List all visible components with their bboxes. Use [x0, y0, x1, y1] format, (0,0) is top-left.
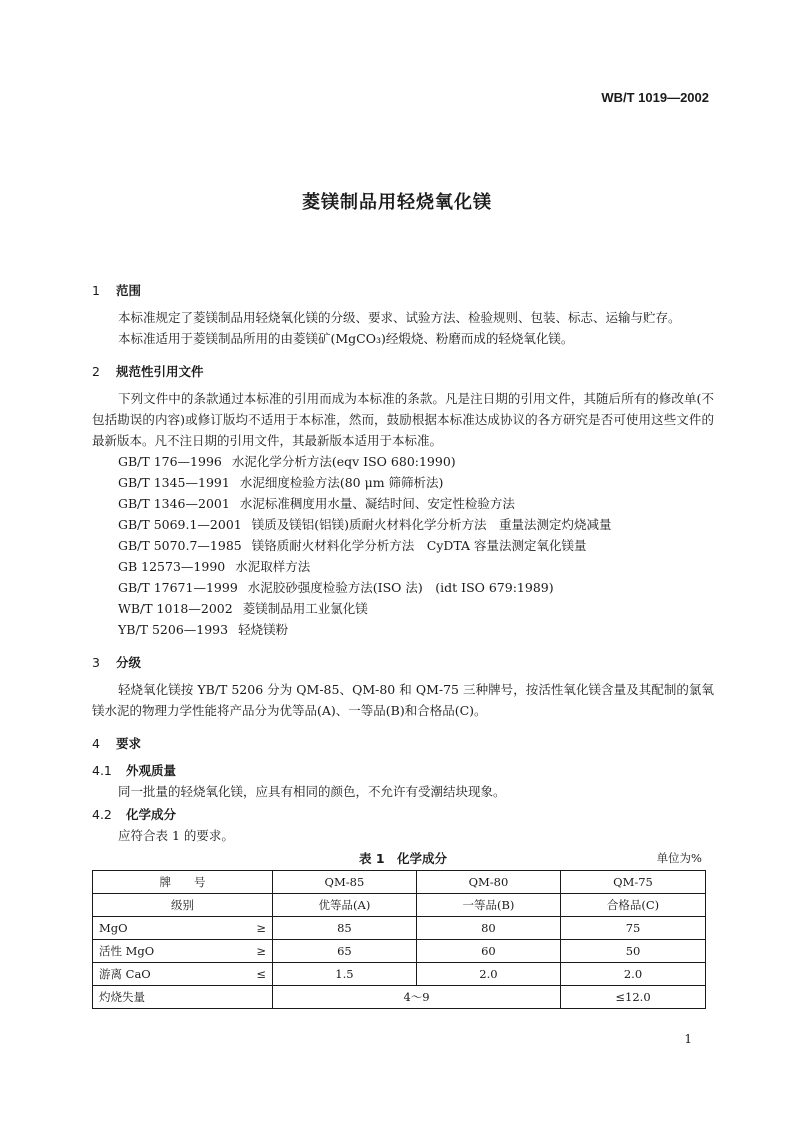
paragraph: 应符合表 1 的要求。	[118, 828, 234, 843]
table-header-cell: 优等品(A)	[273, 894, 417, 917]
paragraph: 本标准规定了菱镁制品用轻烧氧化镁的分级、要求、试验方法、检验规则、包装、标志、运输与贮存。	[118, 310, 681, 325]
reference-name: 镁质及镁铝(铝镁)质耐火材料化学分析方法 重量法测定灼烧减量	[251, 517, 612, 532]
table-cell: 85	[273, 917, 417, 940]
section-title: 要求	[116, 736, 142, 751]
section-4-heading	[92, 733, 714, 754]
reference-item	[92, 493, 714, 514]
table-row	[93, 871, 706, 894]
reference-item	[92, 472, 714, 493]
row-label: MgO	[99, 920, 128, 935]
table-cell	[93, 940, 273, 963]
chemical-composition-table	[92, 870, 706, 1009]
reference-name: 菱镁制品用工业氯化镁	[242, 601, 368, 616]
paragraph: 同一批量的轻烧氧化镁，应具有相同的颜色，不允许有受潮结块现象。	[118, 784, 506, 799]
section-number: 1	[92, 283, 100, 298]
reference-code: GB/T 1346—2001	[118, 496, 230, 511]
reference-code: GB/T 17671—1999	[118, 580, 238, 595]
reference-name: 镁铬质耐火材料化学分析方法 CyDTA 容量法测定氧化镁量	[251, 538, 587, 553]
section-title: 范围	[116, 283, 142, 298]
reference-name: 水泥胶砂强度检验方法(ISO 法) (idt ISO 679:1989)	[247, 580, 554, 595]
section-number: 4	[92, 736, 100, 751]
reference-item	[92, 451, 714, 472]
document-title: 菱镁制品用轻烧氧化镁	[302, 192, 492, 213]
reference-name: 水泥化学分析方法(eqv ISO 680:1990)	[231, 454, 456, 469]
table-cell	[93, 963, 273, 986]
table-cell: 2.0	[561, 963, 706, 986]
paragraph: 下列文件中的条款通过本标准的引用而成为本标准的条款。凡是注日期的引用文件，其随后所有的修改单(不包括勘误的内容)或修订版均不适用于本标准，然而，鼓励根据本标准达成协议的各方研究是否可使用这些文件的最新版本。凡不注日期的引用文件，其最新版本适用于本标准。	[92, 391, 714, 448]
table-row	[93, 940, 706, 963]
table-row	[93, 917, 706, 940]
section-number: 4.1	[92, 763, 112, 778]
document-body	[92, 272, 714, 1009]
table-row	[93, 963, 706, 986]
table-cell: 50	[561, 940, 706, 963]
table-header-cell: 牌 号	[93, 871, 273, 894]
section-1-heading	[92, 280, 714, 301]
section-number: 3	[92, 655, 100, 670]
table-caption-row	[92, 848, 714, 868]
reference-code: GB 12573—1990	[118, 559, 226, 574]
paragraph: 本标准适用于菱镁制品所用的由菱镁矿(MgCO₃)经煅烧、粉磨而成的轻烧氧化镁。	[118, 331, 574, 346]
section-number: 4.2	[92, 807, 112, 822]
reference-item	[92, 514, 714, 535]
row-label: 活性 MgO	[99, 943, 155, 958]
table-header-cell: QM-80	[416, 871, 560, 894]
table-cell: 灼烧失量	[93, 986, 273, 1009]
comparison-symbol: ≥	[256, 920, 266, 935]
table-header-cell: QM-85	[273, 871, 417, 894]
table-header-cell: 一等品(B)	[416, 894, 560, 917]
section-title: 外观质量	[126, 763, 177, 778]
comparison-symbol: ≥	[256, 943, 266, 958]
reference-item	[92, 577, 714, 598]
page-number: 1	[684, 1032, 692, 1046]
section-title: 分级	[116, 655, 142, 670]
table-cell: 65	[273, 940, 417, 963]
table-cell	[93, 917, 273, 940]
reference-item	[92, 535, 714, 556]
reference-item	[92, 556, 714, 577]
standard-code: WB/T 1019—2002	[601, 90, 709, 105]
reference-name: 水泥取样方法	[235, 559, 311, 574]
reference-name: 水泥标准稠度用水量、凝结时间、安定性检验方法	[239, 496, 515, 511]
section-2-heading	[92, 361, 714, 382]
table-caption: 表 1 化学成分	[358, 851, 448, 866]
reference-code: GB/T 1345—1991	[118, 475, 230, 490]
table-cell: 75	[561, 917, 706, 940]
reference-code: GB/T 5070.7—1985	[118, 538, 242, 553]
section-4-2-heading	[92, 804, 714, 825]
section-3-heading	[92, 652, 714, 673]
table-cell: 1.5	[273, 963, 417, 986]
table-unit: 单位为%	[656, 851, 702, 865]
section-title: 化学成分	[126, 807, 177, 822]
section-title: 规范性引用文件	[116, 364, 204, 379]
row-label: 游离 CaO	[99, 966, 151, 981]
table-cell: 4～9	[273, 986, 561, 1009]
reference-code: GB/T 5069.1—2001	[118, 517, 242, 532]
section-number: 2	[92, 364, 100, 379]
table-cell: 2.0	[416, 963, 560, 986]
reference-item	[92, 598, 714, 619]
paragraph: 轻烧氧化镁按 YB/T 5206 分为 QM-85、QM-80 和 QM-75 三种牌号，按活性氧化镁含量及其配制的氯氧镁水泥的物理力学性能将产品分为优等品(A)、一等品(B)和合格品(C)。	[92, 682, 714, 718]
reference-item	[92, 619, 714, 640]
comparison-symbol: ≤	[256, 966, 266, 981]
table-header-cell: QM-75	[561, 871, 706, 894]
table-cell: 80	[416, 917, 560, 940]
table-header-cell: 合格品(C)	[561, 894, 706, 917]
reference-code: WB/T 1018—2002	[118, 601, 233, 616]
table-header-cell: 级别	[93, 894, 273, 917]
section-4-1-heading	[92, 760, 714, 781]
table-cell: 60	[416, 940, 560, 963]
table-row	[93, 894, 706, 917]
reference-name: 轻烧镁粉	[238, 622, 289, 637]
reference-name: 水泥细度检验方法(80 μm 筛筛析法)	[239, 475, 444, 490]
reference-list	[92, 451, 714, 640]
table-row	[93, 986, 706, 1009]
reference-code: GB/T 176—1996	[118, 454, 222, 469]
reference-code: YB/T 5206—1993	[118, 622, 229, 637]
table-cell: ≤12.0	[561, 986, 706, 1009]
